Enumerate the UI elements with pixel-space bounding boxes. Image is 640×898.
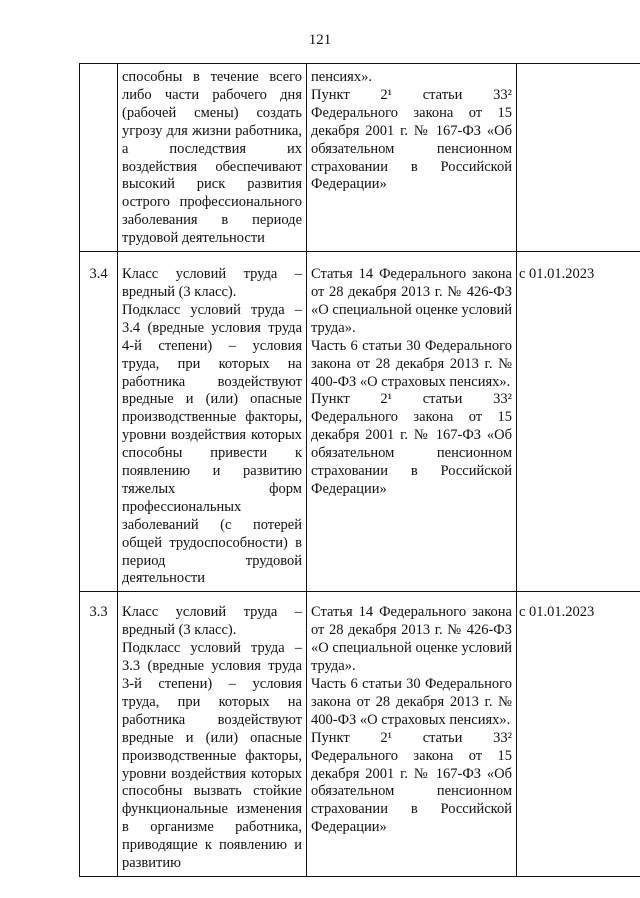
class-paragraph: Класс условий труда – вредный (3 класс). <box>122 266 302 300</box>
legal-paragraph: Пункт 2¹ статьи 33² Федерального закона от 15 декабря 2001 г. № 167-ФЗ «Об обязательном пенсионном страховании в Российской Федерации» <box>311 86 512 193</box>
effective-date-cell <box>517 64 640 252</box>
legal-paragraph: Статья 14 Федерального закона от 28 декабря 2013 г. № 426-ФЗ «О специальной оценке условий труда». <box>311 266 512 336</box>
legal-paragraph: Часть 6 статьи 30 Федерального закона от 28 декабря 2013 г. № 400-ФЗ «О страховых пенсиях». <box>311 337 512 390</box>
class-paragraph: способны в течение всего либо части рабочего дня (рабочей смены) создать угрозу для жизни работника, а последствия их воздействия обеспечивают высокий риск развития острого профессионального заболевания в периоде трудовой деятельности <box>122 69 302 247</box>
legal-basis-cell <box>307 592 517 877</box>
legal-paragraph: пенсиях». <box>311 69 372 85</box>
table-row <box>80 252 640 592</box>
legal-basis-cell <box>307 64 517 252</box>
requirements-table <box>79 63 640 877</box>
class-description-cell <box>118 252 307 592</box>
effective-date-cell: с 01.01.2023 <box>517 252 640 592</box>
row-number-cell <box>80 64 118 252</box>
legal-basis-cell <box>307 252 517 592</box>
effective-date-cell: с 01.01.2023 <box>517 592 640 877</box>
legal-paragraph: Часть 6 статьи 30 Федерального закона от 28 декабря 2013 г. № 400-ФЗ «О страховых пенсиях». <box>311 676 512 728</box>
class-description-cell <box>118 64 307 252</box>
legal-paragraph: Статья 14 Федерального закона от 28 декабря 2013 г. № 426-ФЗ «О специальной оценке условий труда». <box>311 604 512 675</box>
legal-paragraph: Пункт 2¹ статьи 33² Федерального закона от 15 декабря 2001 г. № 167-ФЗ «Об обязательном пенсионном страховании в Российской Федерации» <box>311 729 512 836</box>
row-number-cell: 3.4 <box>80 252 118 592</box>
class-paragraph: Подкласс условий труда – 3.4 (вредные условия труда 4-й степени) – условия труда, при которых на работника воздействуют вредные и (или) опасные производственные факторы, уровни воздействия которых способны привести к появлению и развитию тяжелых форм профессиональных заболеваний (с потерей общей трудоспособности) в период трудовой деятельности <box>122 301 302 587</box>
legal-paragraph: Пункт 2¹ статьи 33² Федерального закона от 15 декабря 2001 г. № 167-ФЗ «Об обязательном пенсионном страховании в Российской Федерации» <box>311 391 512 497</box>
table-row <box>80 592 640 877</box>
table-row <box>80 64 640 252</box>
page-number: 121 <box>308 32 332 48</box>
row-number-cell: 3.3 <box>80 592 118 877</box>
class-description-cell <box>118 592 307 877</box>
class-paragraph: Подкласс условий труда – 3.3 (вредные условия труда 3-й степени) – условия труда, при которых на работника воздействуют вредные и (или) опасные производственные факторы, уровни воздействия которых способны вызвать стойкие функциональные изменения в организме работника, приводящие к появлению и развитию <box>122 640 302 872</box>
class-paragraph: Класс условий труда – вредный (3 класс). <box>122 604 302 639</box>
